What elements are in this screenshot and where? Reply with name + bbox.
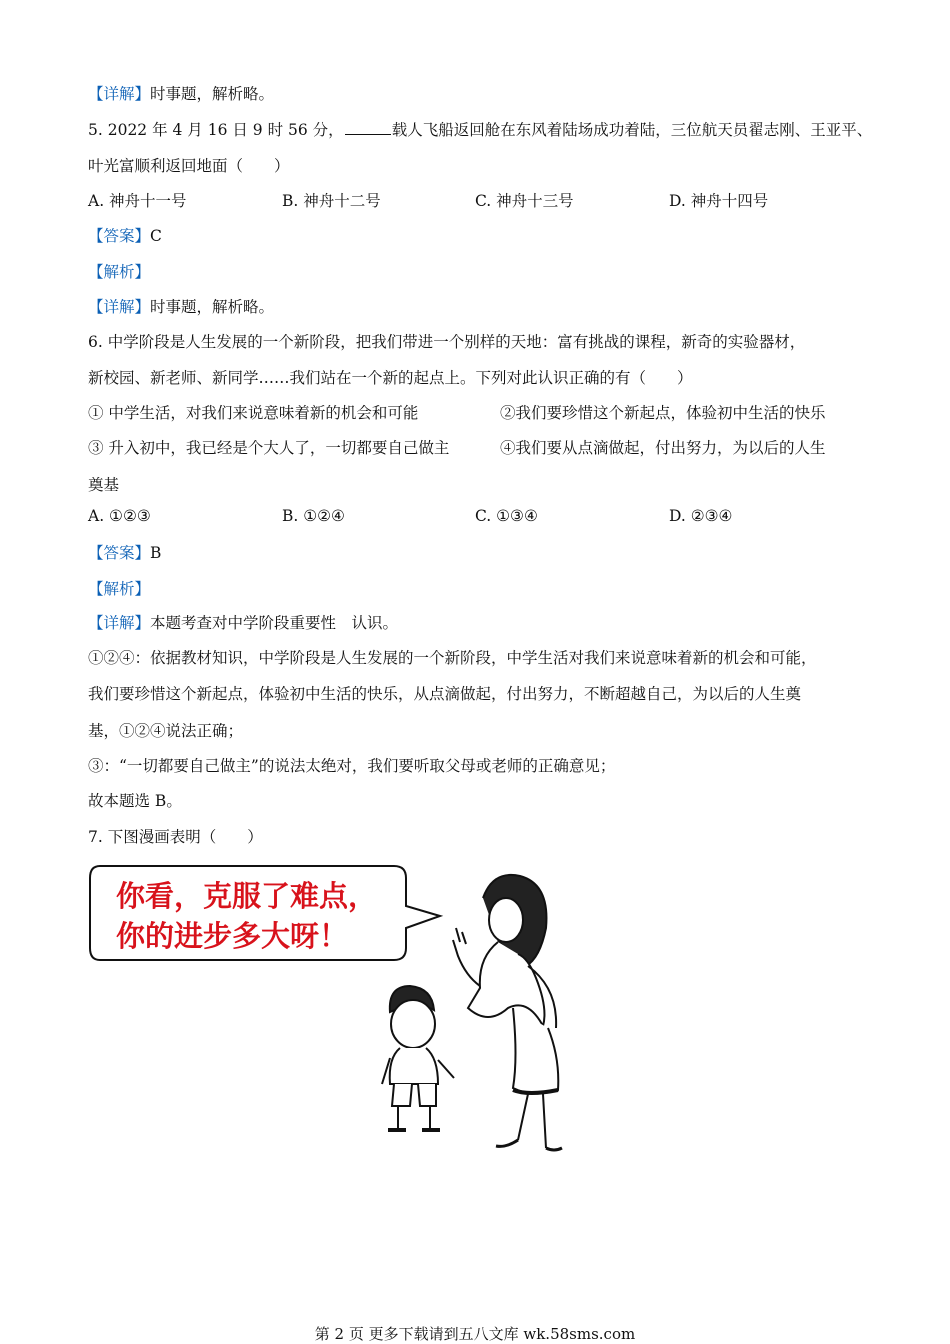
question-5-stem-line2: 叶光富顺利返回地面（ ） (88, 157, 290, 175)
q5-answer (88, 224, 162, 246)
q6-statement-4-cont: 奠基 (88, 476, 120, 494)
q5-option-d: D. 神舟十四号 (669, 192, 769, 210)
q6-option-a: A. ①②③ (88, 507, 151, 525)
answer-tag: 【答案】 (88, 227, 151, 245)
q6-answer (88, 541, 161, 563)
q6-statement-2: ②我们要珍惜这个新起点，体验初中生活的快乐 (500, 404, 826, 422)
question-5-stem (88, 118, 872, 140)
q5-option-c: C. 神舟十三号 (475, 192, 574, 210)
answer-tag: 【答案】 (88, 544, 151, 562)
boy-figure (382, 986, 454, 1130)
q6-explanation-4: ③：“一切都要自己做主”的说法太绝对，我们要听取父母或老师的正确意见； (88, 757, 616, 775)
q6-explanation-2: 我们要珍惜这个新起点，体验初中生活的快乐，从点滴做起，付出努力，不断超越自己，为以后的人生奠 (88, 685, 802, 703)
q6-statement-1: ① 中学生活，对我们来说意味着新的机会和可能 (88, 404, 419, 422)
answer-value: B (150, 544, 162, 562)
detail-tag: 【详解】 (88, 298, 151, 316)
comic-svg (88, 858, 588, 1158)
q5-prefix: 5. 2022 年 4 月 16 日 9 时 56 分， (88, 121, 344, 139)
detail-text: 本题考查对中学阶段重要性 认识。 (150, 614, 399, 632)
q5-option-a: A. 神舟十一号 (88, 192, 187, 210)
q6-explanation-5: 故本题选 B。 (88, 792, 182, 810)
q6-detail (88, 611, 398, 633)
q6-statement-4: ④我们要从点滴做起，付出努力，为以后的人生 (500, 439, 826, 457)
page-footer: 第 2 页 更多下载请到五八文库 wk.58sms.com (314, 1325, 636, 1343)
q6-explanation-1: ①②④：依据教材知识，中学阶段是人生发展的一个新阶段，中学生活对我们来说意味着新的机会和可能， (88, 649, 817, 667)
q6-statement-3: ③ 升入初中，我已经是个大人了，一切都要自己做主 (88, 439, 450, 457)
answer-value: C (150, 227, 162, 245)
q6-option-b: B. ①②④ (282, 507, 345, 525)
q6-analysis-tag: 【解析】 (88, 580, 151, 598)
q5-option-b: B. 神舟十二号 (282, 192, 381, 210)
q5-suffix: 载人飞船返回舱在东风着陆场成功着陆，三位航天员翟志刚、王亚平、 (391, 121, 873, 139)
comic-illustration (88, 858, 488, 1158)
bubble-line-1: 你看，克服了难点， (116, 879, 378, 913)
question-6-stem-line2: 新校园、新老师、新同学……我们站在一个新的起点上。下列对此认识正确的有（ ） (88, 369, 693, 387)
q6-option-d: D. ②③④ (669, 507, 733, 525)
detail-tag: 【详解】 (88, 614, 151, 632)
q6-explanation-3: 基，①②④说法正确； (88, 722, 244, 740)
answer-blank (345, 120, 391, 135)
q5-detail (88, 295, 274, 317)
teacher-figure (453, 875, 562, 1150)
detail-tag: 【详解】 (88, 85, 151, 103)
detail-text: 时事题，解析略。 (150, 298, 275, 316)
detail-text: 时事题，解析略。 (150, 85, 275, 103)
detail-line (88, 82, 274, 104)
question-6-stem: 6. 中学阶段是人生发展的一个新阶段，把我们带进一个别样的天地：富有挑战的课程，新奇的实验器材， (88, 333, 806, 351)
q5-analysis-tag: 【解析】 (88, 263, 151, 281)
bubble-line-2: 你的进步多大呀！ (116, 919, 349, 953)
question-7-stem: 7. 下图漫画表明（ ） (88, 828, 263, 846)
q6-option-c: C. ①③④ (475, 507, 538, 525)
